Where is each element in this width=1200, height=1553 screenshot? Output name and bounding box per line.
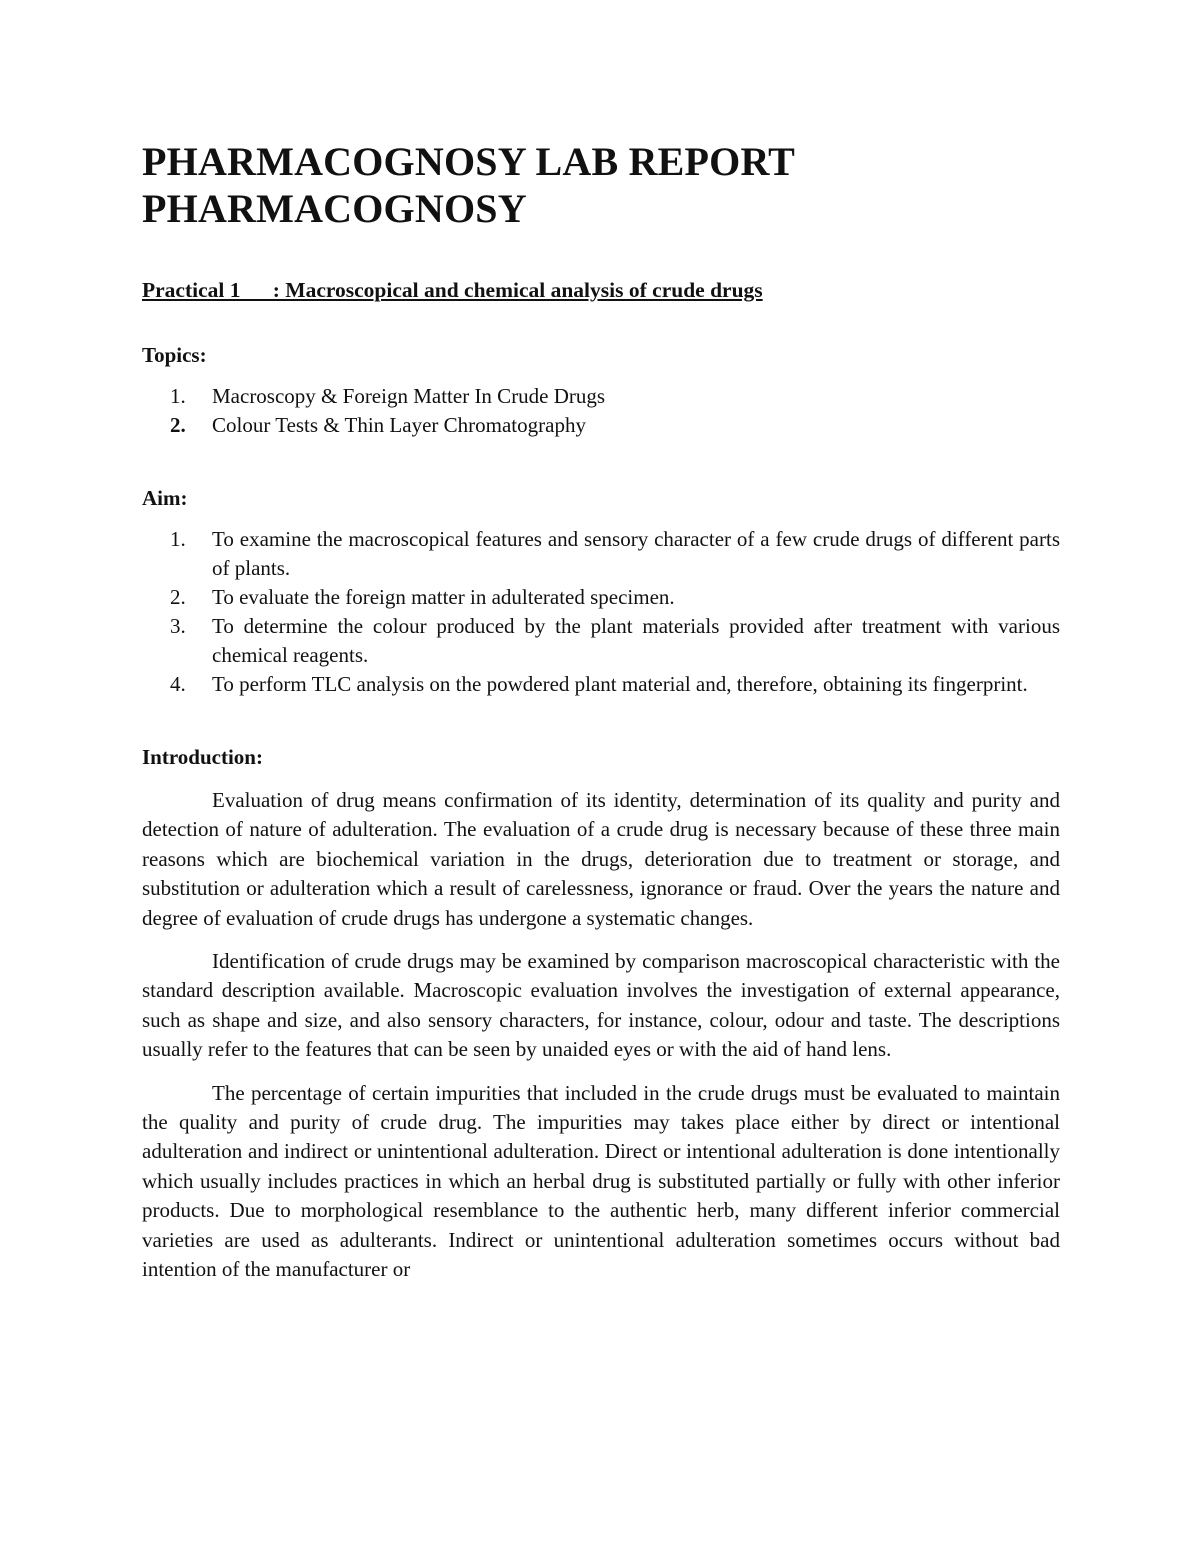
introduction-paragraph: Evaluation of drug means confirmation of its identity, determination of its quality and purity and detection of nature of adulteration. The evaluation of a crude drug is necessary because of these three main reasons which are biochemical variation in the drugs, deterioration due to treatment or storage, and substitution or adulteration which a result of carelessness, ignorance or fraud. Over the years the nature and degree of evaluation of crude drugs has undergone a systematic changes. (142, 788, 1060, 930)
document-title (142, 138, 1060, 232)
list-item-text: Colour Tests & Thin Layer Chromatography (212, 413, 586, 437)
list-item (142, 382, 1060, 411)
list-item-text: To examine the macroscopical features and sensory character of a few crude drugs of different parts of plants. (212, 527, 1060, 580)
introduction-paragraph: Identification of crude drugs may be examined by comparison macroscopical characteristic with the standard description available. Macroscopic evaluation involves the investigation of external appearance, such as shape and size, and also sensory characters, for instance, colour, odour and taste. The descriptions usually refer to the features that can be seen by unaided eyes or with the aid of hand lens. (142, 949, 1060, 1062)
list-number: 1. (170, 384, 186, 408)
list-item-text: To determine the colour produced by the plant materials provided after treatment with various chemical reagents. (212, 614, 1060, 667)
introduction-body (142, 786, 1060, 1285)
list-item (142, 583, 1060, 612)
list-number: 3. (170, 614, 186, 638)
list-item (142, 525, 1060, 583)
introduction-paragraph: The percentage of certain impurities that included in the crude drugs must be evaluated to maintain the quality and purity of crude drug. The impurities may takes place either by direct or intentional adulteration and indirect or unintentional adulteration. Direct or intentional adulteration is done intentionally which usually includes practices in which an herbal drug is substituted partially or fully with other inferior products. Due to morphological resemblance to the authentic herb, many different inferior commercial varieties are used as adulterants. Indirect or unintentional adulteration sometimes occurs without bad intention of the manufacturer or (142, 1080, 1060, 1282)
introduction-heading: Introduction: (142, 745, 263, 769)
list-number: 4. (170, 672, 186, 696)
list-item-text: To perform TLC analysis on the powdered plant material and, therefore, obtaining its fingerprint. (212, 672, 1028, 696)
title-line-1: PHARMACOGNOSY LAB REPORT (142, 139, 796, 184)
practical-heading: Practical 1 : Macroscopical and chemical analysis of crude drugs (142, 278, 763, 302)
list-item-text: To evaluate the foreign matter in adulterated specimen. (212, 585, 675, 609)
list-number: 2. (170, 585, 186, 609)
topics-list (142, 382, 1060, 440)
topics-heading: Topics: (142, 343, 207, 367)
aim-heading: Aim: (142, 486, 188, 510)
list-item (142, 612, 1060, 670)
list-number: 2. (170, 413, 186, 437)
list-item (142, 411, 1060, 440)
document-page (142, 138, 1060, 1285)
aim-list (142, 525, 1060, 699)
list-number: 1. (170, 527, 186, 551)
list-item (142, 670, 1060, 699)
title-line-2: PHARMACOGNOSY (142, 186, 527, 231)
list-item-text: Macroscopy & Foreign Matter In Crude Drugs (212, 384, 606, 408)
